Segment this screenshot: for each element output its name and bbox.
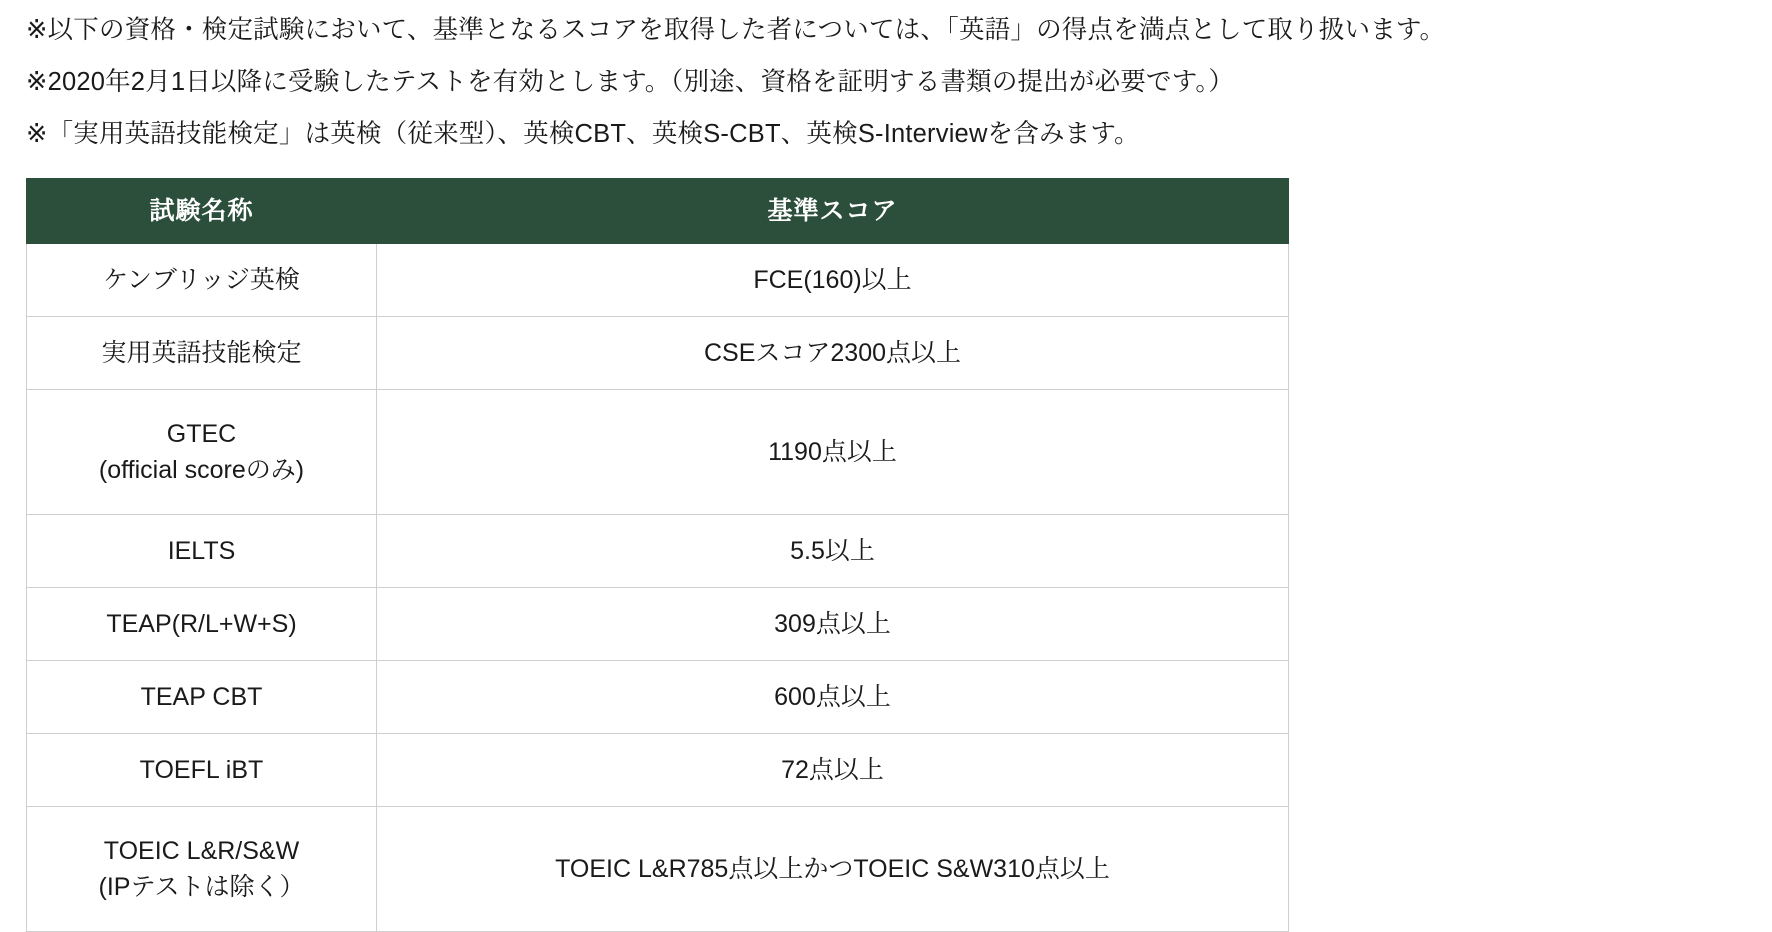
note-item [26,56,1756,108]
required-score-line: 1190点以上 [768,438,897,467]
score-table-wrapper [26,178,1288,932]
exam-name-line: TEAP(R/L+W+S) [106,610,297,639]
cell-exam-name [27,244,377,317]
note-text-2: ※2020年2月1日以降に受験したテストを有効とします。（別途、資格を証明する書類の提出が必要です。） [26,68,1235,96]
cell-required-score [377,244,1289,317]
table-header-row [27,179,1289,244]
table-header [27,179,1289,244]
note-item [26,108,1756,160]
exam-name-line: GTEC [166,420,237,448]
cell-exam-name [27,317,377,390]
cell-required-score [377,807,1289,932]
required-score-line: 309点以上 [774,610,891,639]
cell-required-score [377,661,1289,734]
score-table [26,178,1289,932]
column-header-required-score: 基準スコア [377,179,1289,244]
exam-name-line: TOEFL iBT [139,756,264,785]
cell-exam-name [27,515,377,588]
cell-exam-name [27,588,377,661]
exam-name-line: ケンブリッジ英検 [103,266,300,295]
column-header-exam-name: 試験名称 [27,179,377,244]
table-body [27,244,1289,932]
cell-exam-name [27,807,377,932]
table-row [27,390,1289,515]
document-page [0,4,1772,932]
cell-required-score [377,734,1289,807]
exam-name-line: (official scoreのみ) [98,456,305,485]
cell-required-score [377,515,1289,588]
table-row [27,588,1289,661]
table-row [27,244,1289,317]
required-score-line: 5.5以上 [790,537,875,566]
required-score-line: FCE(160)以上 [753,266,912,295]
notes-block [26,4,1756,160]
cell-exam-name [27,661,377,734]
cell-required-score [377,390,1289,515]
table-row [27,807,1289,932]
required-score-line: TOEIC L&R785点以上かつTOEIC S&W310点以上 [555,855,1110,884]
note-item [26,4,1756,56]
table-row [27,317,1289,390]
exam-name-line: 実用英語技能検定 [101,339,302,368]
required-score-line: CSEスコア2300点以上 [703,339,962,368]
table-row [27,515,1289,588]
table-row [27,661,1289,734]
required-score-line: 72点以上 [781,756,884,785]
cell-exam-name [27,390,377,515]
cell-required-score [377,588,1289,661]
exam-name-line: TEAP CBT [140,683,263,712]
exam-name-line: IELTS [167,537,236,566]
required-score-line: 600点以上 [774,683,891,712]
cell-required-score [377,317,1289,390]
table-row [27,734,1289,807]
exam-name-line: TOEIC L&R/S&W [103,837,300,865]
note-text-3: ※「実用英語技能検定」は英検（従来型）、英検CBT、英検S-CBT、英検S-Interviewを含みます。 [26,120,1140,148]
note-text-1: ※以下の資格・検定試験において、基準となるスコアを取得した者については、「英語」の得点を満点として取り扱います。 [26,16,1446,44]
exam-name-line: (IPテストは除く） [98,873,305,902]
cell-exam-name [27,734,377,807]
